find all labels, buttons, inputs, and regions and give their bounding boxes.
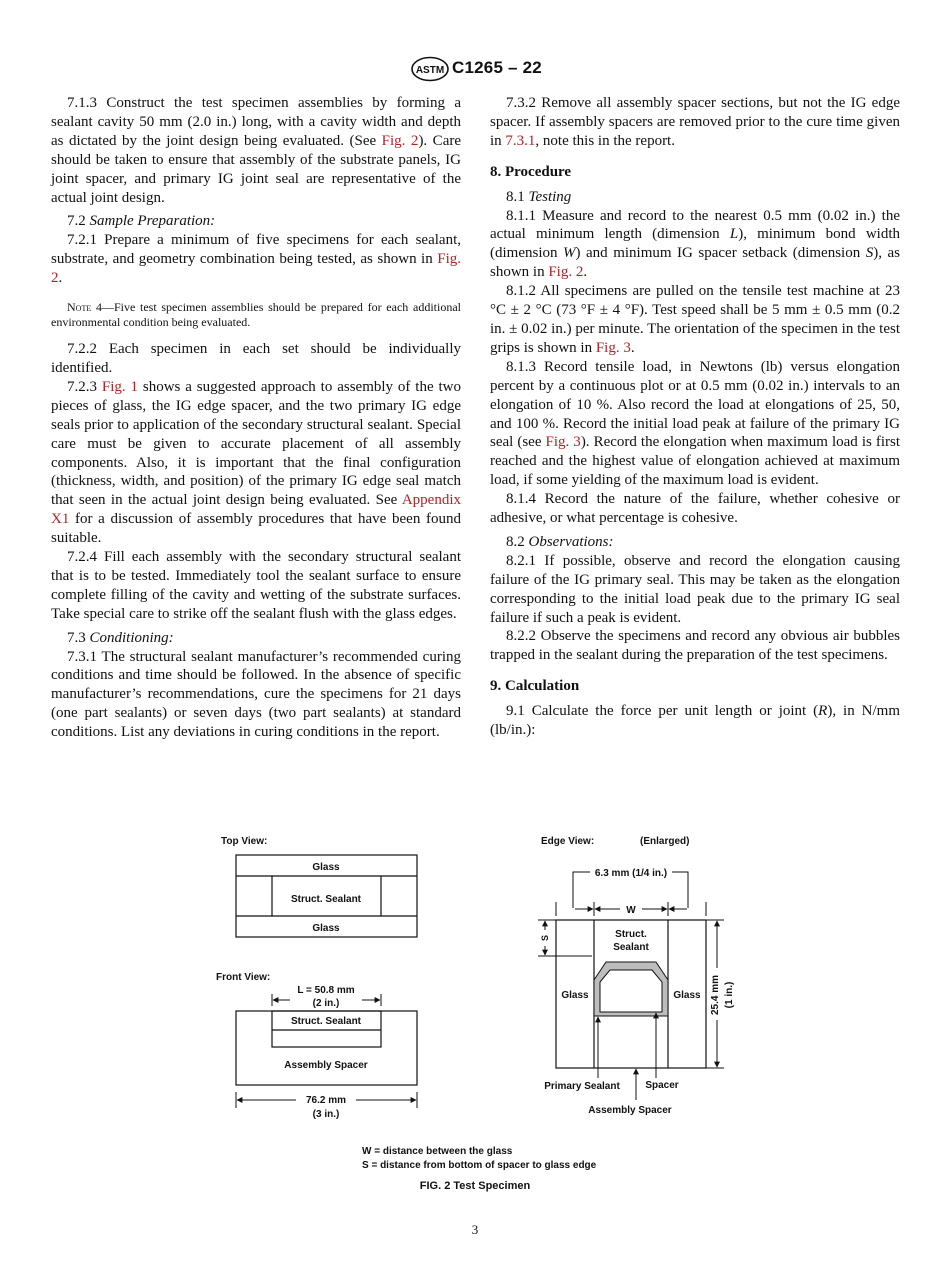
assembly-spacer-label: Assembly Spacer xyxy=(284,1060,368,1071)
fig-1-link[interactable]: Fig. 1 xyxy=(101,378,139,395)
appendix-x1-link[interactable]: Appendix X1 xyxy=(51,492,461,528)
section-9-heading: 9. Calculation xyxy=(490,678,580,695)
edge-view-title: Edge View: xyxy=(541,836,595,847)
width-dim-label-in: (3 in.) xyxy=(312,1109,340,1120)
edge-assembly-spacer-label: Assembly Spacer xyxy=(588,1105,672,1116)
enlarged-label: (Enlarged) xyxy=(640,836,690,847)
paragraph-7-3-2: 7.3.2 Remove all assembly spacer sections, but not the IG edge spacer. If assembly spacers are removed prior to the cure time given in 7.3.1, note this in the report. xyxy=(490,95,900,149)
length-dim-label-in: (2 in.) xyxy=(312,998,340,1009)
spacer-label: Spacer xyxy=(645,1080,679,1091)
front-view-title: Front View: xyxy=(216,972,271,983)
edge-sealant-label-2: Sealant xyxy=(613,942,649,953)
paragraph-7-2-2: 7.2.2 Each specimen in each set should be individually identified. xyxy=(51,341,461,376)
paragraph-8-1-3: 8.1.3 Record tensile load, in Newtons (lb) versus elongation percent by a continuous plot or at 0.5 mm (0.02 in.) intervals to an elongation of 10 %. Also record the load at elongations of 25, 50, and 100 %. Record the initial load peak at failure of the primary IG seal (see Fig. 3). Record the elongation when maximum load is first reached and the highest value of elongation achieved at maximum load, if some yielding of the maximum load is evident. xyxy=(490,358,901,489)
top-glass-label: Glass xyxy=(312,862,340,873)
figure-2-diagram xyxy=(0,820,950,1200)
fig-2-link[interactable]: Fig. 2 xyxy=(381,132,419,149)
paragraph-8-2-2: 8.2.2 Observe the specimens and record any obvious air bubbles trapped in the sealant during the preparation of the test specimens. xyxy=(490,628,900,664)
edge-glass-left-label: Glass xyxy=(561,990,589,1001)
bottom-glass-label: Glass xyxy=(312,923,340,934)
top-view-title: Top View: xyxy=(221,836,268,847)
width-dim-label: 76.2 mm xyxy=(305,1095,347,1106)
paragraph-8-1-4: 8.1.4 Record the nature of the failure, whether cohesive or adhesive, or what percentage is cohesive. xyxy=(490,491,900,527)
section-8-heading: 8. Procedure xyxy=(490,163,572,180)
paragraph-7-1-3: 7.1.3 Construct the test specimen assemblies by forming a sealant cavity 50 mm (2.0 in.) long, with a cavity width and depth as dictated by the joint design being evaluated. (See Fig. 2). Care should be taken to ensure that assembly of the substrate panels, IG joint spacer, and primary IG joint seal are representative of the actual joint design. xyxy=(51,95,461,206)
edge-side-dim-label-in: (1 in.) xyxy=(724,981,735,1009)
section-7-3-heading: 7.3 Conditioning: xyxy=(67,629,174,646)
section-8-1-heading: 8.1 Testing xyxy=(506,188,572,205)
paragraph-7-2-3: 7.2.3 Fig. 1 shows a suggested approach to assembly of the two pieces of glass, the IG edge spacer, and the two primary IG edge seals prior to application of the secondary structural sealant. Special care must be given to accurate placement of all assembly components. Also, it is important that the final configuration (thickness, width, and position) of the primary IG edge seal match that seen in the actual joint design being evaluated. See Appendix X1 for a discussion of assembly procedures that have been found suitable. xyxy=(51,378,461,547)
page-header xyxy=(0,56,950,84)
primary-sealant-shape xyxy=(594,962,668,1016)
legend-s: S = distance from bottom of spacer to glass edge xyxy=(362,1160,597,1171)
edge-top-dim-label: 6.3 mm (1/4 in.) xyxy=(594,868,668,879)
s-label: S xyxy=(540,934,550,942)
figure-2 xyxy=(0,820,950,1200)
svg-text:ASTM: ASTM xyxy=(415,65,445,76)
w-label: W xyxy=(626,905,636,916)
section-8-2-heading: 8.2 Observations: xyxy=(506,533,614,550)
page-number: 3 xyxy=(471,1222,479,1237)
paragraph-8-1-1: 8.1.1 Measure and record to the nearest 0.5 mm (0.02 in.) the actual minimum length (dimension L), minimum bond width (dimension W) and minimum IG spacer setback (dimension S), as shown in Fig. 2. xyxy=(490,207,900,281)
astm-logo-icon xyxy=(410,56,450,82)
top-sealant-label: Struct. Sealant xyxy=(290,894,362,905)
front-sealant-label: Struct. Sealant xyxy=(290,1016,362,1027)
fig-3-link[interactable]: Fig. 3 xyxy=(545,434,581,451)
legend-w: W = distance between the glass xyxy=(362,1146,513,1157)
paragraph-9-1: 9.1 Calculate the force per unit length or joint (R), in N/mm (lb/in.): xyxy=(490,703,900,739)
edge-side-dim-label: 25.4 mm xyxy=(710,974,721,1016)
left-column xyxy=(51,94,461,747)
paragraph-7-2-4: 7.2.4 Fill each assembly with the secondary structural sealant that is to be tested. Immediately tool the sealant surface to ensure complete filling of the cavity and wetting of the substrate surfaces. Take special care to strike off the sealant flush with the glass edges. xyxy=(51,549,461,622)
paragraph-7-3-1: 7.3.1 The structural sealant manufacturer’s recommended curing conditions and time should be followed. In the absence of specific manufacturer’s recommendations, cure the specimens for 21 days (one part sealants) or seven days (two part sealants) at standard conditions. List any deviations in curing conditions in the report. xyxy=(51,648,461,741)
fig-2-link[interactable]: Fig. 2 xyxy=(51,251,461,287)
section-7-2-heading: 7.2 Sample Preparation: xyxy=(67,213,216,230)
paragraph-8-1-2: 8.1.2 All specimens are pulled on the tensile test machine at 23 °C ± 2 °C (73 °F ± 4 °F). Test speed shall be 5 mm ± 0.5 mm (0.2 in. ± 0.02 in.) per minute. The orientation of the specimen in the test grips is shown in Fig. 3. xyxy=(490,283,900,356)
note-4: Note 4—Five test specimen assemblies should be prepared for each additional environmental condition being evaluated. xyxy=(51,300,461,330)
fig-2-link[interactable]: Fig. 2 xyxy=(548,264,584,281)
fig-3-link[interactable]: Fig. 3 xyxy=(595,339,631,356)
primary-sealant-label: Primary Sealant xyxy=(544,1081,620,1092)
document-id: C1265 – 22 xyxy=(452,58,542,77)
edge-sealant-label-1: Struct. xyxy=(615,929,647,940)
edge-glass-right-label: Glass xyxy=(673,990,701,1001)
length-dim-label: L = 50.8 mm xyxy=(297,985,355,996)
right-column xyxy=(490,94,900,745)
section-7-3-1-link[interactable]: 7.3.1 xyxy=(505,132,536,149)
paragraph-7-2-1: 7.2.1 Prepare a minimum of five specimens for each sealant, substrate, and geometry combination being tested, as shown in Fig. 2. xyxy=(51,232,461,287)
paragraph-8-2-1: 8.2.1 If possible, observe and record the elongation causing failure of the IG primary seal. This may be taken as the elongation corresponding to the initial load peak due to the primary IG seal failure if such a peak is evident. xyxy=(490,552,900,626)
figure-caption: FIG. 2 Test Specimen xyxy=(419,1180,531,1192)
